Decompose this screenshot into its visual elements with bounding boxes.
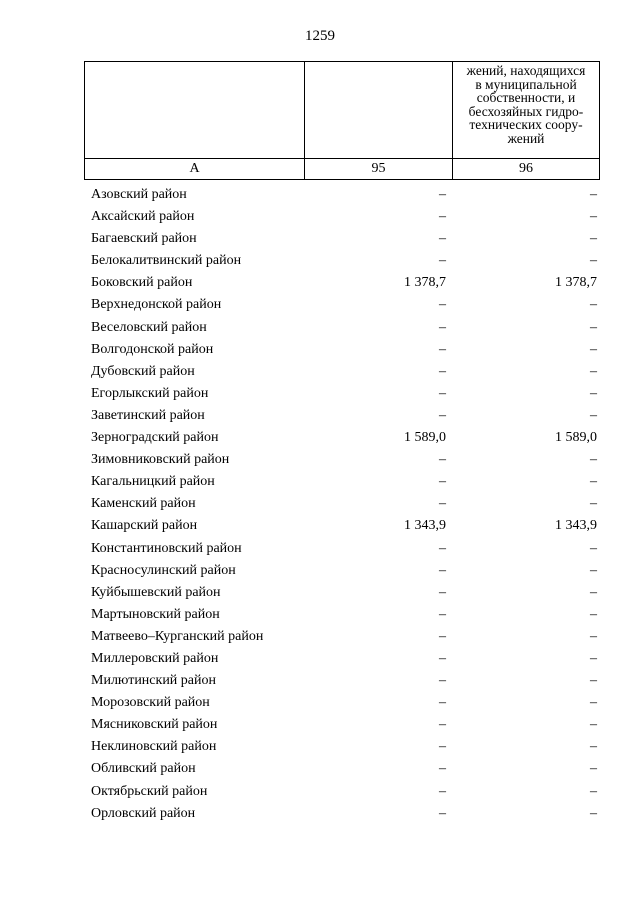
district-name: Октябрьский район [91,783,208,799]
table-row [91,317,597,339]
column-code-96: 96 [453,159,600,180]
value-col-95: – [439,783,446,799]
value-col-95: – [439,628,446,644]
value-col-96: – [590,209,597,225]
value-col-95: – [439,695,446,711]
district-name: Заветинский район [91,407,205,423]
district-name: Красносулинский район [91,562,236,578]
table-row [91,560,597,582]
column-code-a: А [85,159,305,180]
value-col-95: – [439,496,446,512]
value-col-95: – [439,562,446,578]
table-row [91,604,597,626]
table-row [91,405,597,427]
table-row [91,582,597,604]
table-header [84,61,600,180]
district-name: Белокалитвинский район [91,253,242,269]
value-col-96: – [590,761,597,777]
value-col-96: – [590,562,597,578]
table-row [91,272,597,294]
value-col-96: – [590,319,597,335]
table-row [91,339,597,361]
value-col-96: – [590,695,597,711]
district-name: Мартыновский район [91,606,220,622]
header-line: собственности, и [476,90,576,105]
value-col-95: – [439,209,446,225]
table-body [91,184,597,825]
table-row [91,670,597,692]
table-row [91,758,597,780]
district-name: Кагальницкий район [91,474,215,490]
value-col-96: – [590,341,597,357]
table-row [91,714,597,736]
value-col-95: – [439,341,446,357]
district-name: Егорлыкский район [91,385,209,401]
district-name: Обливский район [91,761,196,777]
header-text-96 [453,62,599,145]
value-col-96: – [590,407,597,423]
district-name: Куйбышевский район [91,584,221,600]
value-col-96: – [590,606,597,622]
page-number: 1259 [305,28,335,44]
value-col-96: – [590,584,597,600]
district-name: Багаевский район [91,231,197,247]
district-name: Неклиновский район [91,739,217,755]
value-col-95: – [439,407,446,423]
district-name: Морозовский район [91,695,210,711]
value-col-95: – [439,606,446,622]
value-col-96: – [590,673,597,689]
table-row [91,803,597,825]
value-col-96: – [590,363,597,379]
value-col-96: – [590,628,597,644]
table-row [91,515,597,537]
value-col-96: – [590,783,597,799]
table-row [91,692,597,714]
district-name: Верхнедонской район [91,297,222,313]
value-col-96: – [590,650,597,666]
district-name: Аксайский район [91,209,195,225]
district-name: Зерноградский район [91,430,219,446]
district-name: Веселовский район [91,319,207,335]
value-col-95: – [439,673,446,689]
value-col-96: – [590,253,597,269]
table-row [91,493,597,515]
value-col-95: – [439,319,446,335]
value-col-95: – [439,805,446,821]
value-col-96: – [590,452,597,468]
table-row [91,294,597,316]
header-cell-95 [305,62,453,159]
value-col-95: – [439,363,446,379]
value-col-96: 1 589,0 [555,430,597,446]
value-col-95: – [439,231,446,247]
table-row [91,383,597,405]
value-col-96: 1 343,9 [555,518,597,534]
header-row [85,62,600,159]
value-col-95: – [439,761,446,777]
value-col-95: – [439,253,446,269]
value-col-96: – [590,540,597,556]
value-col-95: – [439,474,446,490]
value-col-96: 1 378,7 [555,275,597,291]
district-name: Милютинский район [91,673,217,689]
table-row [91,228,597,250]
value-col-95: – [439,584,446,600]
district-name: Мясниковский район [91,717,218,733]
value-col-95: – [439,297,446,313]
district-name: Волгодонской район [91,341,214,357]
district-name: Боковский район [91,275,193,291]
header-line: в муниципальной [475,76,577,92]
value-col-95: – [439,717,446,733]
header-line: бесхозяйных гидро- [468,103,584,119]
table-row [91,427,597,449]
value-col-95: 1 343,9 [404,518,446,534]
value-col-96: – [590,231,597,247]
value-col-96: – [590,474,597,490]
value-col-95: – [439,187,446,202]
value-col-96: – [590,297,597,313]
value-col-96: – [590,187,597,202]
table-row [91,648,597,670]
district-name: Кашарский район [91,518,198,534]
table-row [91,538,597,560]
value-col-95: – [439,739,446,755]
value-col-96: – [590,805,597,821]
header-cell-a [85,62,305,159]
header-line: технических соору- [469,117,583,132]
table-row [91,471,597,493]
value-col-95: – [439,540,446,556]
value-col-96: – [590,496,597,512]
value-col-96: – [590,739,597,755]
table-row [91,184,597,206]
table-row [91,361,597,383]
value-col-96: – [590,385,597,401]
column-code-row [85,159,600,180]
value-col-95: – [439,650,446,666]
value-col-96: – [590,717,597,733]
district-name: Дубовский район [91,363,195,379]
district-name: Матвеево–Курганский район [91,628,264,644]
district-name: Каменский район [91,496,196,512]
header-line: жений [507,130,545,146]
district-name: Азовский район [91,187,187,202]
value-col-95: – [439,385,446,401]
table-row [91,250,597,272]
table-row [91,781,597,803]
district-name: Миллеровский район [91,650,219,666]
value-col-95: 1 589,0 [404,430,446,446]
table-row [91,626,597,648]
column-code-95: 95 [305,159,453,180]
district-name: Константиновский район [91,540,242,556]
table-row [91,206,597,228]
district-name: Орловский район [91,805,196,821]
district-name: Зимовниковский район [91,452,230,468]
header-cell-96 [453,62,600,159]
table-row [91,736,597,758]
table-row [91,449,597,471]
value-col-95: 1 378,7 [404,275,446,291]
header-line: жений, находящихся [466,63,586,78]
value-col-95: – [439,452,446,468]
